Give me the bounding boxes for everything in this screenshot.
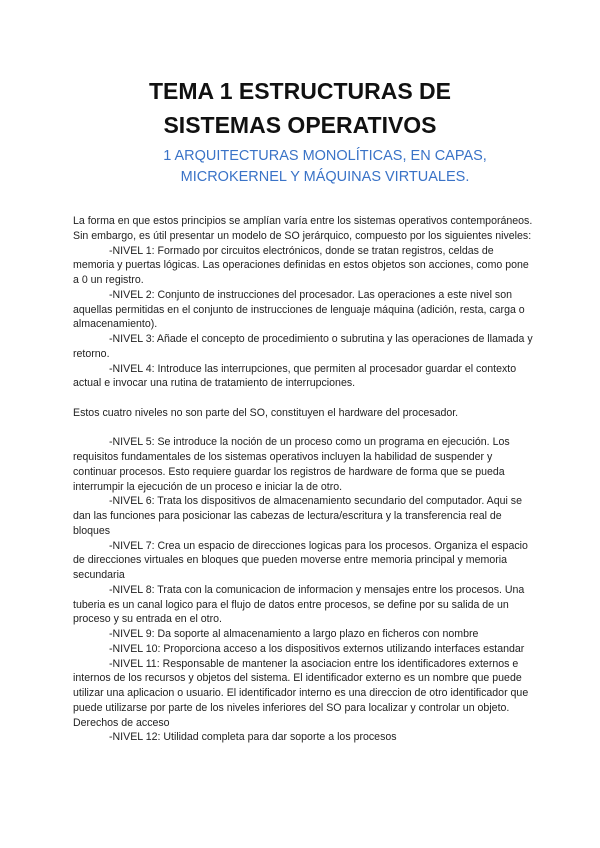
level-12-paragraph: -NIVEL 12: Utilidad completa para dar soporte a los procesos xyxy=(109,731,397,744)
intro-paragraph: La forma en que estos principios se amplían varía entre los sistemas operativos contemporáneos. Sin embargo, es útil presentar un modelo de SO jerárquico, compuesto por los siguientes niveles: xyxy=(73,215,533,242)
section-heading-line: 1 ARQUITECTURAS MONOLÍTICAS, EN CAPAS, xyxy=(163,148,487,164)
level-1-paragraph: -NIVEL 1: Formado por circuitos electrónicos, donde se tratan registros, celdas de memoria y puertas lógicas. Las operaciones definidas en estos objetos son acciones, como pone a 0 un registro. xyxy=(73,244,529,286)
section-heading xyxy=(110,146,540,188)
level-5-paragraph: -NIVEL 5: Se introduce la noción de un proceso como un programa en ejecución. Los requisitos fundamentales de los sistemas operativos incluyen la habilidad de suspender y continuar procesos. Esto requiere guardar los registros de hardware de forma que se pueda interrumpir la ejecución de un proceso e iniciar la de otro. xyxy=(73,436,510,493)
body-text xyxy=(73,214,535,745)
level-11-paragraph: -NIVEL 11: Responsable de mantener la asociacion entre los identificadores externos e internos de los recursos y objetos del sistema. El identificador externo es un nombre que puede utilizar una aplicacion o usuario. El identificador interno es una direccion de otro identificador que puede utilizarse por parte de los niveles inferiores del SO para localizar y controlar un objeto. Derechos de acceso xyxy=(73,657,529,729)
level-10-paragraph: -NIVEL 10: Proporciona acceso a los dispositivos externos utilizando interfaces estandar xyxy=(109,642,525,655)
level-9-paragraph: -NIVEL 9: Da soporte al almacenamiento a largo plazo en ficheros con nombre xyxy=(109,628,479,640)
title-line: SISTEMAS OPERATIVOS xyxy=(163,112,437,138)
hardware-note-paragraph: Estos cuatro niveles no son parte del SO, constituyen el hardware del procesador. xyxy=(73,406,459,419)
title-line: TEMA 1 ESTRUCTURAS DE xyxy=(149,78,451,104)
level-8-paragraph: -NIVEL 8: Trata con la comunicacion de informacion y mensajes entre los procesos. Una tuberia es un canal logico para el flujo de datos entre procesos, se define por su salida de un proceso y su entrada en el otro. xyxy=(73,583,525,626)
level-2-paragraph: -NIVEL 2: Conjunto de instrucciones del procesador. Las operaciones a este nivel son aquellas permitidas en el conjunto de instrucciones de lenguaje máquina (adición, resta, carga o almacenamiento). xyxy=(73,288,525,331)
level-3-paragraph: -NIVEL 3: Añade el concepto de procedimiento o subrutina y las operaciones de llamada y retorno. xyxy=(73,333,533,360)
level-7-paragraph: -NIVEL 7: Crea un espacio de direcciones logicas para los procesos. Organiza el espacio de direcciones virtuales en bloques que pueden moverse entre memoria principal y memoria secundaria xyxy=(73,539,528,581)
level-6-paragraph: -NIVEL 6: Trata los dispositivos de almacenamiento secundario del computador. Aqui se dan las funciones para posicionar las cabezas de lectura/escritura y la transferencia real de bloques xyxy=(73,495,522,537)
level-4-paragraph: -NIVEL 4: Introduce las interrupciones, que permiten al procesador guardar el contexto actual e invocar una rutina de tratamiento de interrupciones. xyxy=(73,362,517,390)
section-heading-line: MICROKERNEL Y MÁQUINAS VIRTUALES. xyxy=(180,169,470,185)
page-title xyxy=(60,74,540,142)
